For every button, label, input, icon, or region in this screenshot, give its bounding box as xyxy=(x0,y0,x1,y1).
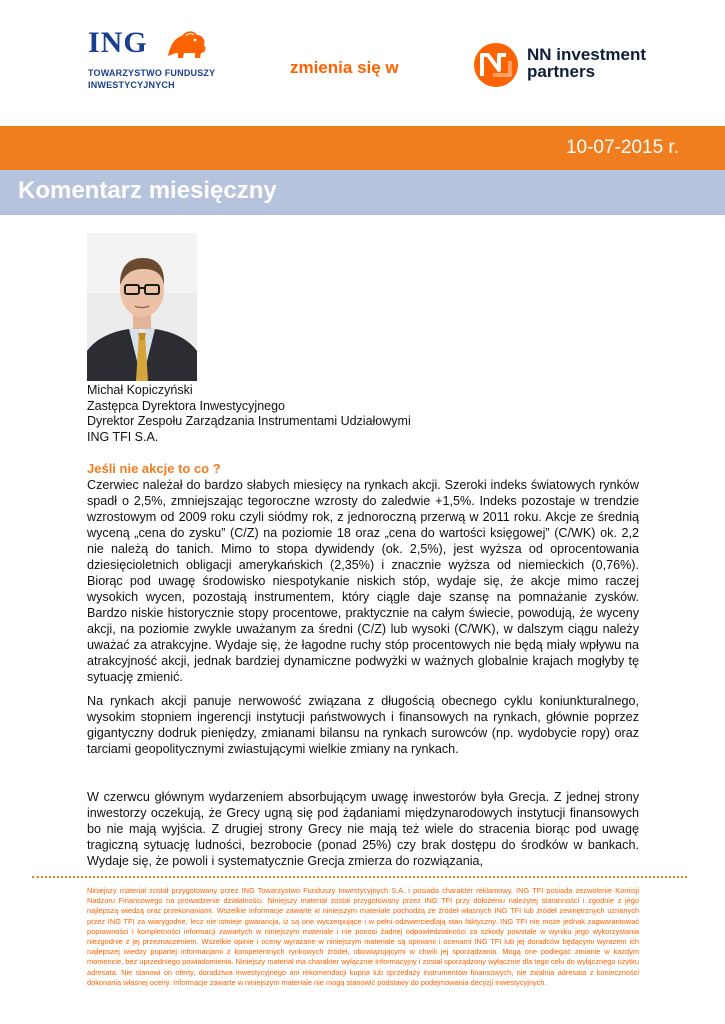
author-name: Michał Kopiczyński xyxy=(87,383,193,397)
paragraph-2: Na rynkach akcji panuje nerwowość związana z długością obecnego cyklu koniunkturalnego, wysokim stopniem ingerencji instytucji państwowych i finansowych na rynkach, głównie poprzez gigantyczny dodruk pieniędzy, zmianami bilansu na rynkach surowców (np. wydobycie ropy) oraz tarciami geopolitycznymi zwiastującymi wielkie zmiany na rynkach. xyxy=(87,694,639,756)
ing-logo xyxy=(88,26,228,96)
ing-subtitle-line1: TOWARZYSTWO FUNDUSZY xyxy=(88,68,216,78)
ing-subtitle xyxy=(88,67,215,91)
nn-wordmark xyxy=(527,46,646,80)
author-portrait-icon xyxy=(87,233,197,381)
title-banner xyxy=(0,170,725,215)
ing-subtitle-line2: INWESTYCYJNYCH xyxy=(88,80,175,90)
nn-line2: partners xyxy=(527,62,596,81)
nn-line1: NN investment xyxy=(527,45,647,64)
date-banner xyxy=(0,126,725,170)
report-date: 10-07-2015 r. xyxy=(565,137,679,158)
tagline: zmienia się w xyxy=(290,58,399,77)
author-role-1: Zastępca Dyrektora Inwestycyjnego xyxy=(87,398,286,413)
legal-disclaimer: Niniejszy materiał został przygotowany przez ING Towarzystwo Funduszy Inwestycyjnych S.A. i posiada charakter reklamowy. ING TFI posiada zezwolenie Komisji Nadzoru Finansowego na prowadzenie działalności. Niniejszy materiał został przygotowany przez ING TFI przy dołożeniu należytej staranności i zgodnie z jego najlepszą wiedzą oraz przekonaniami. Wszelkie informacje zawarte w niniejszym materiale pochodzą ze źródeł własnych ING TFI lub źródeł zewnętrznych uznanych przez ING TFI za wiarygodne, lecz nie istnieje gwarancja, iż są one wyczerpujące i w pełni odzwierciedlają stan faktyczny. ING TFI nie może jednak zagwarantować poprawności i kompletności informacji zawartych w niniejszym materiale i nie ponosi żadnej odpowiedzialności za szkody powstałe w wyniku jego wykorzystania niezgodnie z jej przeznaczeniem. Wszelkie opinie i oceny wyrażane w niniejszym materiale są opiniami i ocenami ING TFI lub jej doradców będącymi wyrazem ich najlepszej wiedzy popartej informacjami z kompetentnych rynkowych źródeł, obowiązującymi w chwili jej sporządzania. Mogą one podlegać zmianie w każdym momencie, bez uprzedniego powiadomienia. Niniejszy materiał ma charakter wyłącznie informacyjny i został sporządzony wyłącznie dla tego celu do wyłącznego użytku adresata. Nie stanowi on oferty, doradztwa inwestycyjnego ani rekomendacji kupna lub sprzedaży instrumentów finansowych, nie zwalnia adresata z konieczności dokonania własnej oceny. Informacje zawarte w niniejszym materiale nie mogą stanowić podstawy do podejmowania decyzji inwestycyjnych. xyxy=(87,886,639,987)
author-info xyxy=(87,383,411,445)
dotted-separator xyxy=(32,876,687,878)
ing-wordmark: ING xyxy=(88,26,148,59)
nn-logo-icon xyxy=(473,42,519,88)
nn-logo xyxy=(473,42,653,92)
paragraph-1: Czerwiec należał do bardzo słabych miesięcy na rynkach akcji. Szeroki indeks światowych rynków spadł o 2,5%, zmniejszając tegoroczne wzrosty do zaledwie +1,5%. Indeks pozostaje w trendzie wzrostowym od 2009 roku czyli siódmy rok, z jednoroczną przerwą w 2011 roku. Akcje ze średnią wyceną „cena do zysku” (C/Z) na poziomie 18 oraz „cena do wartości księgowej” (C/WK) ok. 2,2 nie należą do tanich. Mimo to stopa dywidendy (ok. 2,5%), jest wyższa od oprocentowania dziesięcioletnich obligacji amerykańskich (2,35%) i znacznie wyższa od niemieckich (0,76%). Biorąc pod uwagę środowisko niespotykanie niskich stóp, wydaje się, że akcje mimo raczej wysokich wycen, pozostają instrumentem, który ciągle daje szansę na pomnażanie zysków. Bardzo niskie historycznie stopy procentowe, praktycznie na całym świecie, powodują, że wyceny akcji, na poziomie zwykle uważanym za średni (C/Z) lub wysoki (C/WK), w dalszym ciągu należy uważać za atrakcyjne. Wydaje się, że łagodne ruchy stóp procentowych nie będą miały wpływu na atrakcyjność akcji, jednak bardziej dynamiczne podwyżki w ważnych globalnie krajach mogłyby tę sytuację zmienić. xyxy=(87,478,639,684)
author-company: ING TFI S.A. xyxy=(87,429,159,444)
author-role-2: Dyrektor Zespołu Zarządzania Instrumentami Udziałowymi xyxy=(87,414,411,428)
paragraph-3: W czerwcu głównym wydarzeniem absorbującym uwagę inwestorów była Grecja. Z jednej strony inwestorzy oczekują, że Grecy ugną się pod żądaniami międzynarodowych instytucji finansowych bo nie mają wyjścia. Z drugiej strony Grecy nie mają też wiele do stracenia biorąc pod uwagę tragiczną sytuację ludności, bezrobocie (ponad 25%) czy brak dostępu do środków w bankach. Wydaje się, że powoli i systematycznie Grecja zmierza do rozwiązania, xyxy=(87,790,639,868)
page-title: Komentarz miesięczny xyxy=(18,177,277,204)
ing-lion-icon xyxy=(164,28,208,60)
section-heading: Jeśli nie akcje to co ? xyxy=(87,461,221,476)
author-photo xyxy=(87,233,197,381)
